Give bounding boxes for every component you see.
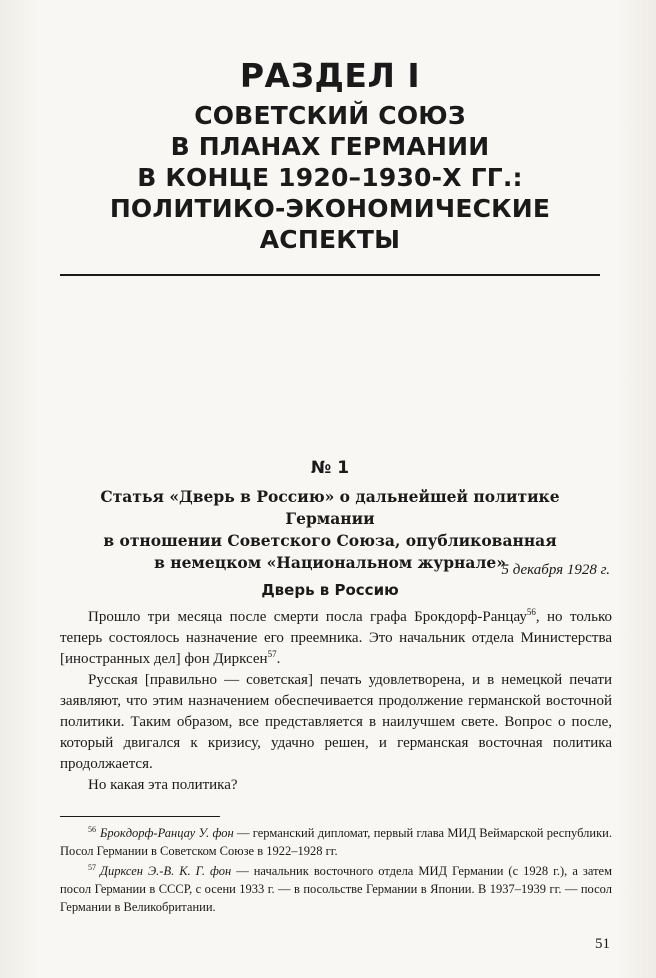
footnote-divider (60, 816, 220, 817)
footnote-name: Дирксен Э.-В. К. Г. фон (100, 864, 232, 878)
paragraph-text: . (276, 651, 281, 667)
footnote-number: 57 (88, 862, 96, 872)
paragraph-text: Но какая эта политика? (88, 777, 238, 793)
article-title: Дверь в Россию (261, 581, 399, 599)
document-title (60, 486, 600, 574)
section-title-line: В КОНЦЕ 1920–1930-Х ГГ.: (137, 163, 523, 192)
section-heading (60, 56, 600, 255)
paragraph-text: Русская [правильно — советская] печать удовлетворена, и в немецкой печати заявляют, что этим назначением обеспечивается продолжение германской восточной политики. Таким образом, все представляется в наилучшем свете. Вопрос о после, который двигался к кризису, удачно решен, и германская восточная политика продолжается. (60, 672, 612, 772)
document-date: 5 декабря 1928 г. (501, 562, 610, 578)
paragraph-text: Прошло три месяца после смерти посла графа Брокдорф-Ранцау (88, 609, 527, 625)
article-body (60, 607, 612, 796)
section-title-line: ПОЛИТИКО-ЭКОНОМИЧЕСКИЕ (109, 194, 551, 223)
paragraph (60, 670, 612, 775)
document-number: № 1 (310, 458, 350, 478)
footnote-text: — начальник восточного отдела МИД Германии (с 1928 г.), а затем посол Германии в СССР, с осени 1933 г. — в посольстве Германии в Японии. В 1937–1939 гг. — посол Германии в Великобритании. (60, 864, 612, 914)
document-title-line: в отношении Советского Союза, опубликованная (103, 531, 557, 550)
section-title-line: В ПЛАНАХ ГЕРМАНИИ (170, 132, 490, 161)
footnote-name: Брокдорф-Ранцау У. фон (100, 826, 234, 840)
footnote-ref[interactable]: 57 (267, 649, 277, 659)
paragraph (60, 607, 612, 670)
document-title-line: в немецком «Национальном журнале» (154, 553, 506, 572)
page-number: 51 (595, 936, 610, 952)
heading-divider (60, 274, 600, 276)
section-title (60, 100, 600, 255)
section-number: РАЗДЕЛ I (239, 56, 421, 95)
section-title-line: АСПЕКТЫ (259, 225, 401, 254)
section-title-line: СОВЕТСКИЙ СОЮЗ (194, 101, 466, 130)
footnote-number: 56 (88, 824, 96, 834)
document-title-line: Статья «Дверь в Россию» о дальнейшей политике Германии (100, 487, 560, 528)
footnote (60, 862, 612, 916)
paragraph-text: , но только теперь состоялось назначение его преемника. Это начальник отдела Министерства [иностранных дел] фон Дирксен (60, 609, 612, 667)
footnote (60, 824, 612, 860)
paragraph (60, 775, 612, 796)
footnotes (60, 824, 612, 918)
footnote-ref[interactable]: 56 (526, 607, 536, 617)
footnote-text: — германский дипломат, первый глава МИД Веймарской республики. Посол Германии в Советском Союзе в 1922–1928 гг. (60, 826, 612, 858)
